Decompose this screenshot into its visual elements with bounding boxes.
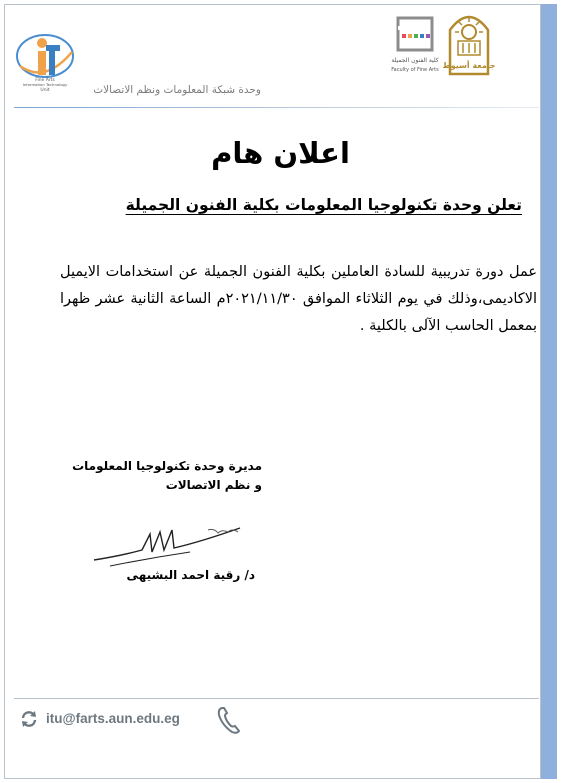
- announcement-body: عمل دورة تدريبية للسادة العاملين بكلية الفنون الجميلة عن استخدامات الايميل الاكاديمى،وذلك في يوم الثلاثاء الموافق ٢٠٢١/١١/٣٠م الساعة الثانية عشر ظهرا بمعمل الحاسب الآلى بالكلية .: [60, 264, 537, 334]
- phone-icon: [216, 705, 242, 735]
- signatory-title-line2: و نظم الاتصالات: [165, 478, 262, 492]
- svg-text:جامعة أسيوط: جامعة أسيوط: [442, 61, 496, 70]
- signatory-title: [62, 457, 262, 495]
- refresh-globe-icon: [19, 709, 39, 729]
- it-unit-logo: [14, 28, 76, 92]
- announcement-title: اعلان هام: [211, 136, 350, 170]
- signatory-title-line1: مديرة وحدة تكنولوجيا المعلومات: [72, 459, 262, 473]
- handwritten-signature: [90, 522, 250, 570]
- faculty-logo: [392, 14, 438, 76]
- svg-text:Unit: Unit: [40, 88, 50, 93]
- svg-text:Faculty of Fine Arts: Faculty of Fine Arts: [391, 67, 439, 73]
- university-logo: [442, 8, 496, 76]
- contact-email[interactable]: itu@farts.aun.edu.eg: [46, 711, 180, 726]
- svg-text:Fine Arts: Fine Arts: [35, 78, 55, 83]
- header-divider: [14, 107, 539, 108]
- side-accent-bar: [541, 4, 557, 779]
- unit-name: وحدة شبكة المعلومات ونظم الاتصالات: [93, 84, 261, 96]
- svg-text:كلية الفنون الجميلة: كلية الفنون الجميلة: [391, 57, 439, 64]
- footer-divider: [14, 698, 539, 699]
- signatory-name: د/ رقية احمد البشيهى: [126, 568, 255, 582]
- announcement-subtitle: تعلن وحدة تكنولوجيا المعلومات بكلية الفنون الجميلة: [125, 196, 522, 214]
- page-border: [4, 4, 541, 779]
- svg-text:Information Technology: Information Technology: [22, 82, 68, 87]
